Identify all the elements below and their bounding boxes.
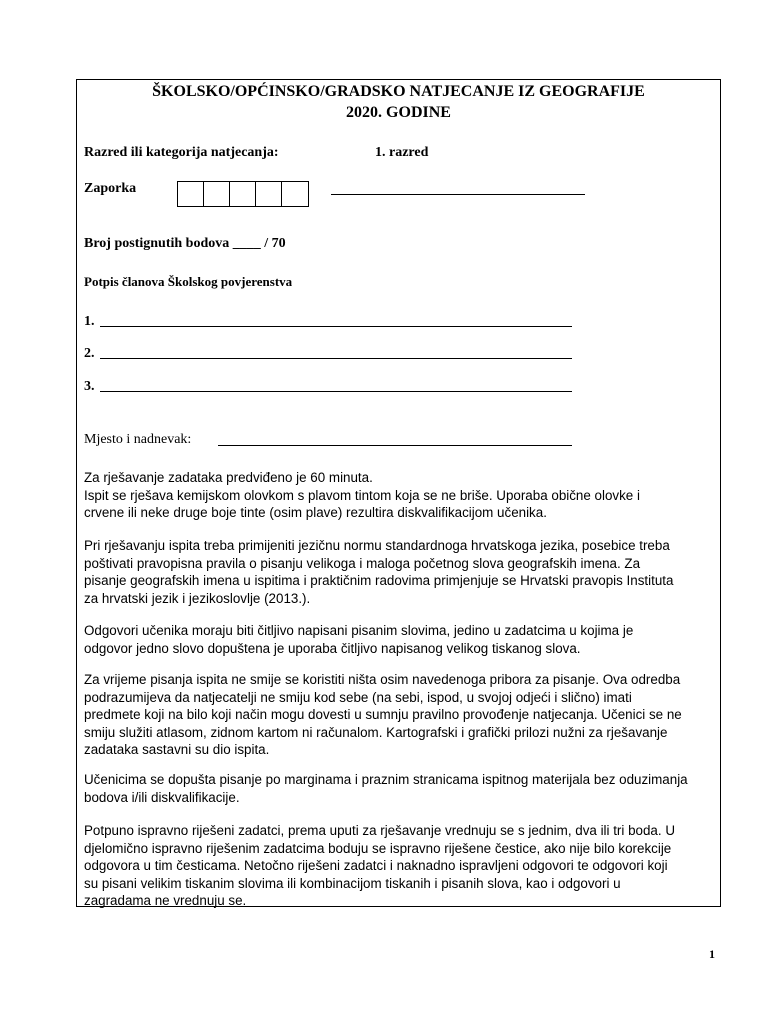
grade-label: Razred ili kategorija natjecanja: <box>84 145 279 160</box>
instruction-paragraph <box>84 671 714 759</box>
instruction-line: Potpuno ispravno riješeni zadatci, prema uputi za rješavanje vrednuju se s jednim, dva ili tri boda. U <box>84 823 675 838</box>
exam-cover-frame <box>76 79 721 907</box>
instruction-line: zadataka sastavni su dio ispita. <box>84 742 270 757</box>
code-boxes <box>177 181 309 207</box>
exam-title: ŠKOLSKO/OPĆINSKO/GRADSKO NATJECANJE IZ GEOGRAFIJE <box>152 83 645 100</box>
instruction-line: Odgovori učenika moraju biti čitljivo napisani pisanim slovima, jedino u zadatcima u kojima je <box>84 623 634 638</box>
instruction-paragraph <box>84 822 714 910</box>
instruction-line: pisanje geografskih imena u ispitima i praktičnim radovima primjenjuje se Hrvatski pravopis Instituta <box>84 573 674 588</box>
exam-year: 2020. GODINE <box>346 104 451 121</box>
place-date-write-line[interactable] <box>218 445 572 446</box>
instruction-line: odgovor jedno slovo dopuštena je uporaba čitljivo napisanog velikog tiskanog slova. <box>84 640 581 656</box>
place-date-row <box>84 431 191 449</box>
signature-line-2 <box>84 345 95 363</box>
instruction-paragraph <box>84 622 714 657</box>
code-box[interactable] <box>256 182 282 206</box>
instruction-line: Za rješavanje zadataka predviđeno je 60 minuta. <box>84 470 373 485</box>
instruction-paragraph <box>84 771 714 806</box>
code-box[interactable] <box>178 182 204 206</box>
code-write-line[interactable] <box>331 194 585 195</box>
instruction-line: za hrvatski jezik i jezikoslovlje (2013.). <box>84 590 311 606</box>
signature-line-1 <box>84 313 95 331</box>
instruction-line: poštivati pravopisna pravila o pisanju velikoga i maloga početnog slova geografskih imena. Za <box>84 555 641 571</box>
signature-write-line[interactable] <box>100 326 572 327</box>
code-box[interactable] <box>282 182 308 206</box>
instruction-line: smiju služiti atlasom, zidnom kartom ni računalom. Kartografski i grafički prilozi nužni za rješavanje <box>84 724 668 740</box>
instruction-line: Pri rješavanju ispita treba primijeniti jezičnu normu standardnoga hrvatskoga jezika, posebice treba <box>84 538 670 553</box>
signature-number: 2. <box>84 346 95 361</box>
instruction-line: odgovora u tim česticama. Netočno riješeni zadatci i naknadno ispravljeni odgovori te odgovori koji <box>84 858 668 873</box>
points-label: Broj postignutih bodova ____ / 70 <box>84 236 286 251</box>
instruction-line: Ispit se rješava kemijskom olovkom s plavom tintom koja se ne briše. Uporaba obične olovke i <box>84 487 640 503</box>
grade-row <box>84 144 429 162</box>
instruction-line: su pisani velikim tiskanim slovima ili kombinacijom tiskanih i pisanih slova, kao i odgovori u <box>84 875 621 891</box>
instruction-paragraph <box>84 537 714 607</box>
signature-number: 3. <box>84 379 95 394</box>
instruction-line: bodova i/ili diskvalifikacije. <box>84 789 240 805</box>
instruction-line: predmete koji na bilo koji način mogu dovesti u sumnju pravilno provođenje natjecanja. Učenici se ne <box>84 707 682 722</box>
signature-line-3 <box>84 378 95 396</box>
page-number: 1 <box>709 947 715 961</box>
instruction-line: zagradama ne vrednuju se. <box>84 893 247 908</box>
signature-heading: Potpis članova Školskog povjerenstva <box>84 274 293 289</box>
instruction-line: Učenicima se dopušta pisanje po marginama i praznim stranicama ispitnog materijala bez oduzimanja <box>84 772 688 787</box>
place-date-label: Mjesto i nadnevak: <box>84 432 192 447</box>
instruction-line: Za vrijeme pisanja ispita ne smije se koristiti ništa osim navedenoga pribora za pisanje. Ova odredba <box>84 672 681 687</box>
grade-value: 1. razred <box>375 145 429 160</box>
code-box[interactable] <box>230 182 256 206</box>
instruction-paragraph <box>84 469 714 522</box>
instruction-line: djelomično ispravno riješenim zadatcima boduju se ispravno riješene čestice, ako nije bilo korekcije <box>84 840 672 856</box>
signature-number: 1. <box>84 314 95 329</box>
code-box[interactable] <box>204 182 230 206</box>
instruction-line: crvene ili neke druge boje tinte (osim plave) rezultira diskvalifikacijom učenika. <box>84 505 547 520</box>
signature-write-line[interactable] <box>100 358 572 359</box>
signature-write-line[interactable] <box>100 391 572 392</box>
code-label: Zaporka <box>84 181 137 196</box>
instruction-line: podrazumijeva da natjecatelji ne smiju kod sebe (na sebi, ispod, u svojoj odjeći i slično) imati <box>84 689 632 705</box>
